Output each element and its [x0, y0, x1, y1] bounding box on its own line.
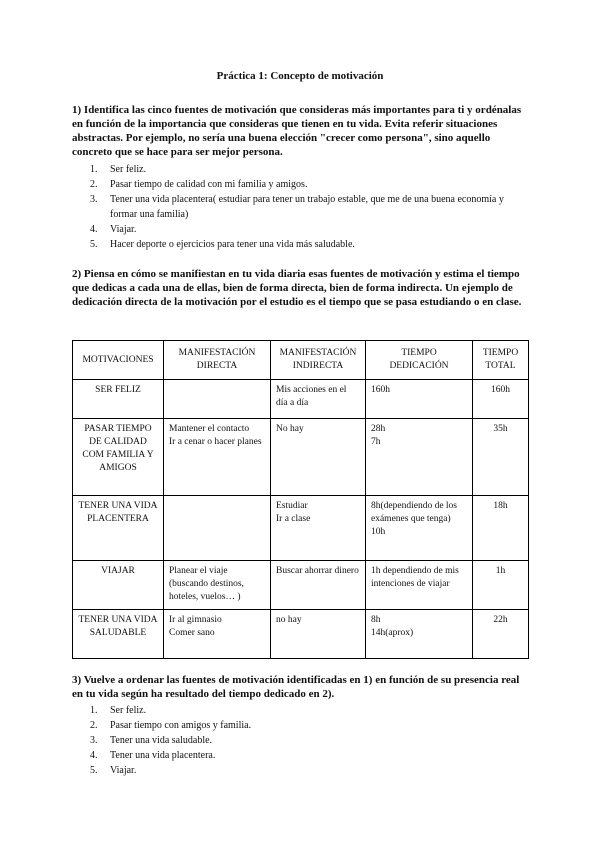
column-header: MANIFESTACIÓN DIRECTA	[164, 341, 271, 380]
indirect-cell: Mis acciones en el día a día	[271, 380, 366, 419]
time-cell: 28h 7h	[366, 419, 473, 496]
question-1: 1) Identifica las cinco fuentes de motivación que consideras más importantes para ti y ordénalas en función de la importancia que consideras que tienen en tu vida. Evita referir situaciones abstractas. Por ejemplo, no sería una buena elección "crecer como persona", sino aquello concreto que se hace para ser mejor persona.	[72, 104, 522, 158]
direct-cell	[164, 496, 271, 561]
list-item: 3. Tener una vida placentera( estudiar para tener un trabajo estable, que me de una buena economía y formar una familia)	[90, 194, 504, 220]
list-item: 2. Pasar tiempo de calidad con mi familia y amigos.	[90, 179, 308, 190]
table-row	[73, 419, 529, 496]
motivation-cell: TENER UNA VIDA PLACENTERA	[73, 496, 164, 561]
list-item: 3. Tener una vida saludable.	[90, 735, 213, 746]
motivation-table	[72, 340, 529, 659]
direct-cell: Mantener el contacto Ir a cenar o hacer planes	[164, 419, 271, 496]
time-cell: 160h	[366, 380, 473, 419]
total-cell: 18h	[473, 496, 529, 561]
motivation-list-1	[72, 162, 532, 252]
direct-cell: Ir al gimnasio Comer sano	[164, 610, 271, 659]
motivation-cell: SER FELIZ	[73, 380, 164, 419]
page-title: Práctica 1: Concepto de motivación	[216, 70, 384, 82]
motivation-cell: TENER UNA VIDA SALUDABLE	[73, 610, 164, 659]
list-item: 4. Tener una vida placentera.	[90, 750, 216, 761]
motivation-list-3	[72, 703, 532, 778]
list-item: 5. Hacer deporte o ejercicios para tener una vida más saludable.	[90, 239, 355, 250]
total-cell: 160h	[473, 380, 529, 419]
table-row	[73, 380, 529, 419]
indirect-cell: no hay	[271, 610, 366, 659]
motivation-cell: VIAJAR	[73, 561, 164, 610]
table-row	[73, 610, 529, 659]
motivation-cell: PASAR TIEMPO DE CALIDAD COM FAMILIA Y AMIGOS	[73, 419, 164, 496]
indirect-cell: Buscar ahorrar dinero	[271, 561, 366, 610]
column-header: TIEMPO DEDICACIÓN	[366, 341, 473, 380]
time-cell: 1h dependiendo de mis intenciones de viajar	[366, 561, 473, 610]
table-row	[73, 496, 529, 561]
indirect-cell: Estudiar Ir a clase	[271, 496, 366, 561]
column-header: MANIFESTACIÓN INDIRECTA	[271, 341, 366, 380]
list-item: 1. Ser feliz.	[90, 164, 147, 175]
column-header: TIEMPO TOTAL	[473, 341, 529, 380]
time-cell: 8h(dependiendo de los exámenes que tenga) 10h	[366, 496, 473, 561]
question-2: 2) Piensa en cómo se manifiestan en tu vida diaria esas fuentes de motivación y estima el tiempo que dedicas a cada una de ellas, bien de forma directa, bien de forma indirecta. Un ejemplo de dedicación directa de la motivación por el estudio es el tiempo que se pasa estudiando o en clase.	[72, 268, 522, 308]
time-cell: 8h 14h(aprox)	[366, 610, 473, 659]
question-3: 3) Vuelve a ordenar las fuentes de motivación identificadas en 1) en función de su presencia real en tu vida según ha resultado del tiempo dedicado en 2).	[72, 674, 520, 700]
direct-cell: Planear el viaje (buscando destinos, hoteles, vuelos… )	[164, 561, 271, 610]
table-header-row	[73, 341, 529, 380]
total-cell: 35h	[473, 419, 529, 496]
list-item: 4. Viajar.	[90, 224, 137, 235]
total-cell: 22h	[473, 610, 529, 659]
total-cell: 1h	[473, 561, 529, 610]
direct-cell	[164, 380, 271, 419]
list-item: 5. Viajar.	[90, 765, 137, 776]
indirect-cell: No hay	[271, 419, 366, 496]
column-header: MOTIVACIONES	[73, 341, 164, 380]
list-item: 1. Ser feliz.	[90, 705, 147, 716]
list-item: 2. Pasar tiempo con amigos y familia.	[90, 720, 252, 731]
table-row	[73, 561, 529, 610]
